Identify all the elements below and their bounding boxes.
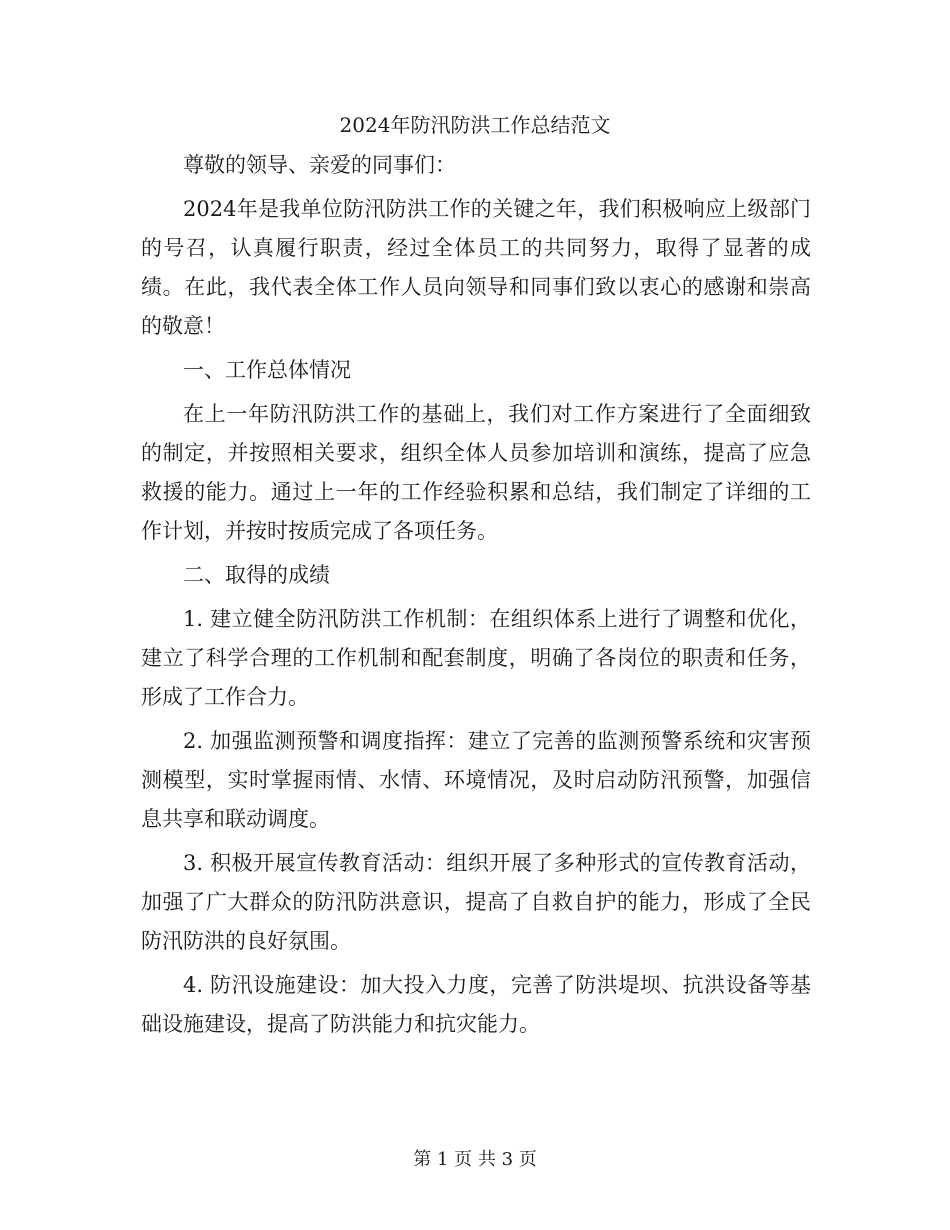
overview-paragraph: 在上一年防汛防洪工作的基础上，我们对工作方案进行了全面细致的制定，并按照相关要求，组织全体人员参加培训和演练，提高了应急救援的能力。通过上一年的工作经验积累和总结，我们制定了详细的工作计划，并按时按质完成了各项任务。 xyxy=(141,402,811,543)
document-title: 2024年防汛防洪工作总结范文 xyxy=(339,113,611,137)
salutation: 尊敬的领导、亲爱的同事们： xyxy=(183,153,456,177)
achievement-item-4: 4. 防汛设施建设：加大投入力度，完善了防洪堤坝、抗洪设备等基础设施建设，提高了防洪能力和抗灾能力。 xyxy=(141,973,811,1036)
achievement-item-2: 2. 加强监测预警和调度指挥：建立了完善的监测预警系统和灾害预测模型，实时掌握雨情、水情、环境情况，及时启动防汛预警，加强信息共享和联动调度。 xyxy=(141,729,811,831)
document-body xyxy=(141,146,811,1049)
page-number-footer: 第 1 页 共 3 页 xyxy=(413,1149,537,1170)
achievement-item-1: 1. 建立健全防汛防洪工作机制：在组织体系上进行了调整和优化，建立了科学合理的工作机制和配套制度，明确了各岗位的职责和任务，形成了工作合力。 xyxy=(141,607,811,709)
section-heading-overview: 一、工作总体情况 xyxy=(183,358,351,382)
section-heading-achievements: 二、取得的成绩 xyxy=(183,563,330,587)
intro-paragraph: 2024年是我单位防汛防洪工作的关键之年，我们积极响应上级部门的号召，认真履行职责，经过全体员工的共同努力，取得了显著的成绩。在此，我代表全体工作人员向领导和同事们致以衷心的感谢和崇高的敬意！ xyxy=(141,197,811,338)
achievement-item-3: 3. 积极开展宣传教育活动：组织开展了多种形式的宣传教育活动，加强了广大群众的防汛防洪意识，提高了自救自护的能力，形成了全民防汛防洪的良好氛围。 xyxy=(141,851,811,953)
